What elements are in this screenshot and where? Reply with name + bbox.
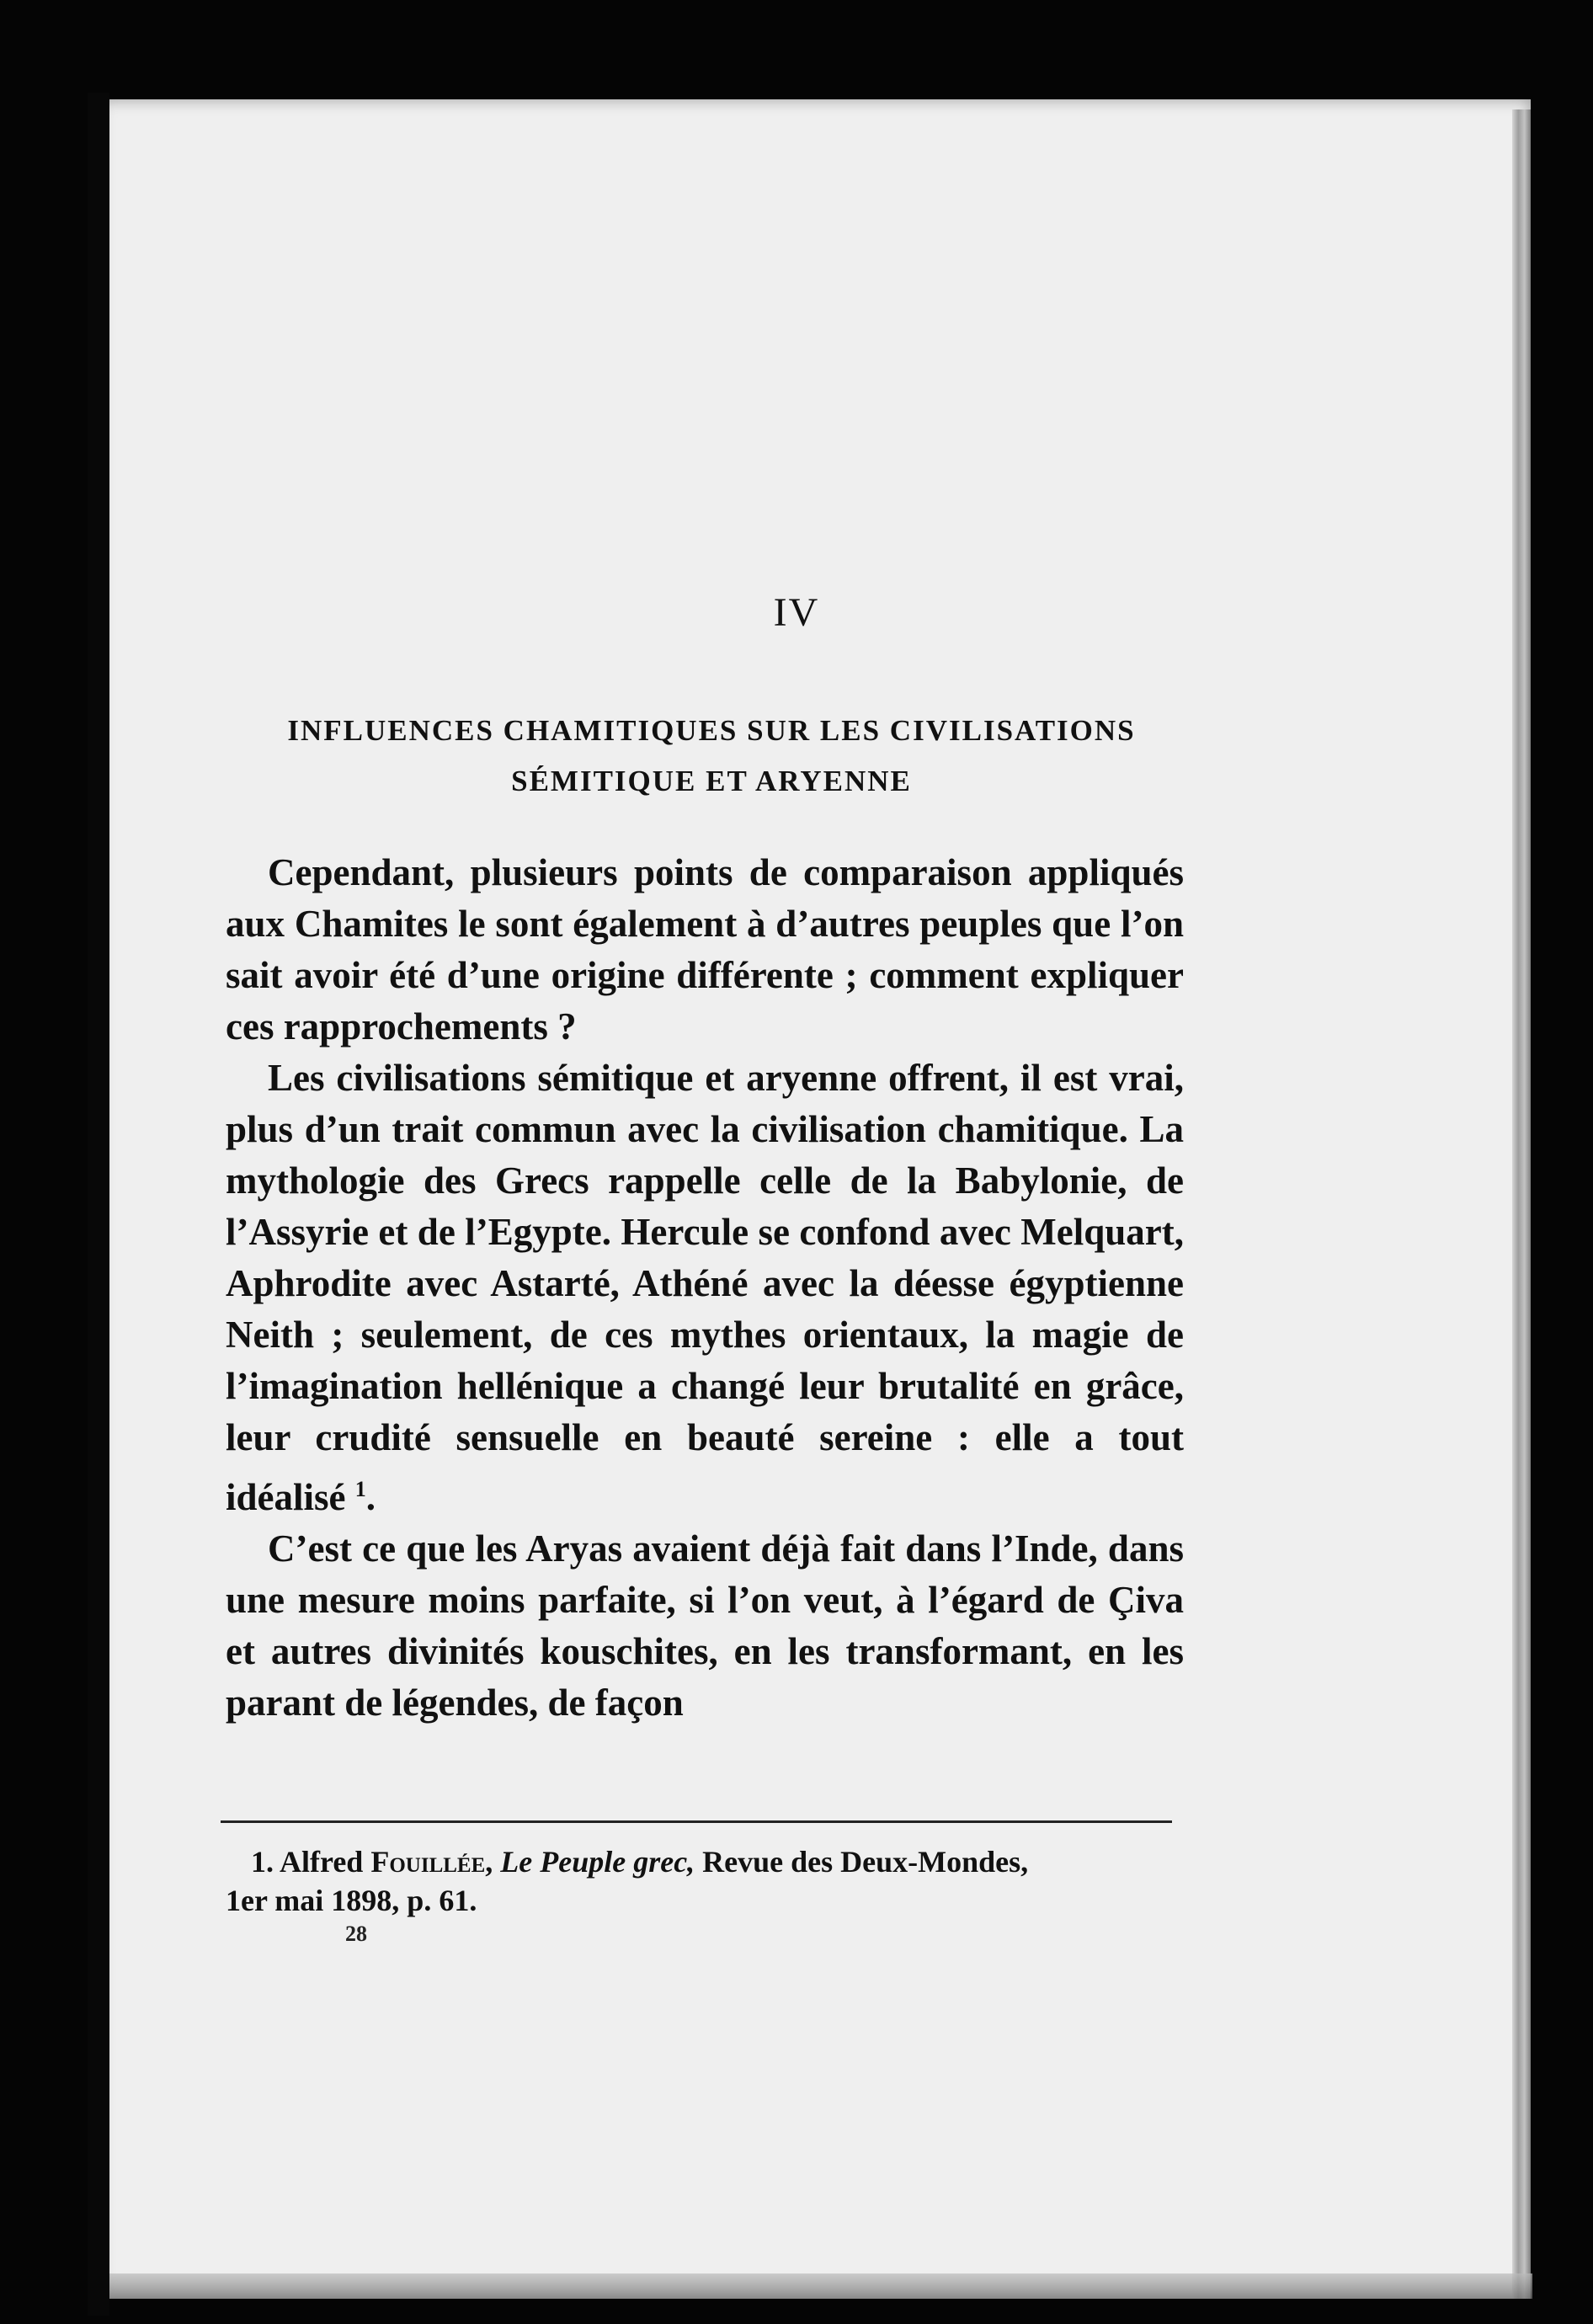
footnote-number: 1. <box>251 1845 274 1879</box>
footnote <box>226 1842 1185 1920</box>
page-right-edge <box>1512 109 1531 2299</box>
paragraph-1: Cependant, plusieurs points de comparaison appliqués aux Chamites le sont également à d’autres peuples que l’on sait avoir été d’une origine différente ; comment expliquer ces rapprochements ? <box>226 851 1184 1047</box>
paragraph-2-text: Les civilisations sémitique et aryenne offrent, il est vrai, plus d’un trait commun avec la civilisation chamitique. La mythologie des Grecs rappelle celle de la Babylonie, de l’Assyrie et de l’Egypte. Hercule se confond avec Melquart, Aphrodite avec Astarté, Athéné avec la déesse égyptienne Neith ; seulement, de ces mythes orientaux, la magie de l’imagination hellénique a changé leur brutalité en grâce, leur crudité sensuelle en beauté sereine : elle a tout idéalisé <box>226 1057 1184 1518</box>
footnote-author-last: Fouillée, <box>370 1845 493 1879</box>
footnote-line-2: 1er mai 1898, p. 61. <box>226 1884 477 1917</box>
body-text <box>226 847 1184 1729</box>
footnote-author-first: Alfred <box>280 1845 364 1879</box>
book-spine <box>88 93 109 2316</box>
chapter-title-line-1: INFLUENCES CHAMITIQUES SUR LES CIVILISATIONS <box>287 714 1136 747</box>
chapter-title-line-2: SÉMITIQUE ET ARYENNE <box>511 765 912 797</box>
footnote-reference: 1 <box>354 1477 366 1501</box>
footnote-work: Le Peuple grec, <box>500 1845 695 1879</box>
paragraph-3: C’est ce que les Aryas avaient déjà fait dans l’Inde, dans une mesure moins parfaite, si l’on veut, à l’égard de Çiva et autres divinités kouschites, en les transformant, en les parant de légendes, de façon <box>226 1527 1184 1724</box>
page-bottom-edge <box>109 2273 1532 2299</box>
signature-mark: 28 <box>345 1922 367 1946</box>
footnote-line-1 <box>226 1842 1185 1881</box>
paragraph-2 <box>226 1053 1184 1523</box>
chapter-title <box>227 706 1196 807</box>
footnote-source: Revue des Deux-Mondes, <box>702 1845 1029 1879</box>
footnote-rule <box>221 1820 1172 1823</box>
paragraph-2-period: . <box>365 1476 376 1518</box>
chapter-number: IV <box>773 590 820 635</box>
